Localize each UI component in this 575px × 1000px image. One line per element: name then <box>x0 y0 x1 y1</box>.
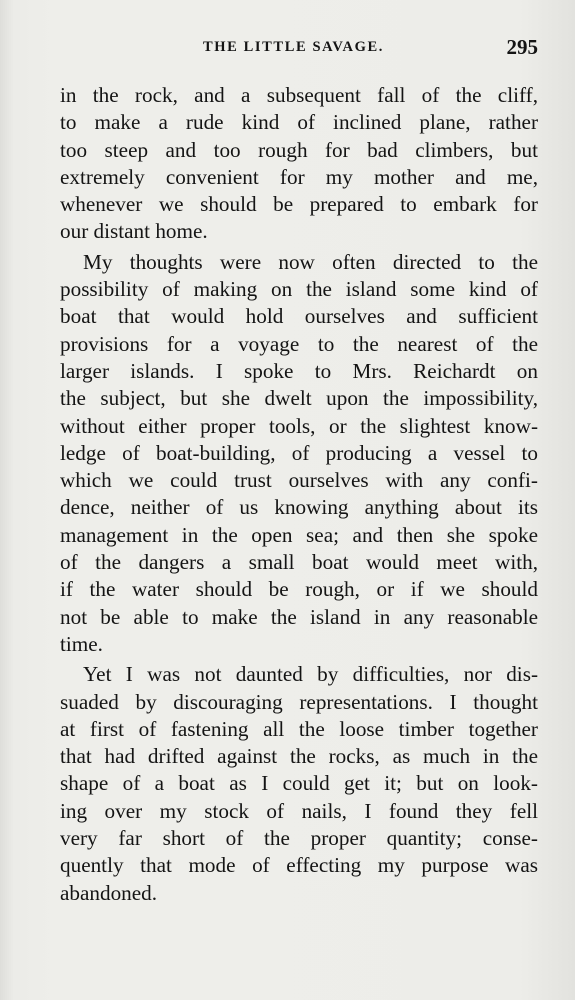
text-line: if the water should be rough, or if we should <box>60 577 538 602</box>
text-line: that had drifted against the rocks, as much in the <box>60 744 538 769</box>
text-line: abandoned. <box>60 880 158 905</box>
paragraph-2 <box>60 249 538 658</box>
text-line: not be able to make the island in any reasonable <box>60 604 538 629</box>
page-header <box>60 35 538 65</box>
text-line: shape of a boat as I could get it; but on look- <box>60 771 538 796</box>
text-line: management in the open sea; and then she spoke <box>60 522 538 547</box>
text-line: whenever we should be prepared to embark for <box>60 192 538 217</box>
text-line: ing over my stock of nails, I found they fell <box>60 798 538 823</box>
text-line: extremely convenient for my mother and me, <box>60 164 538 189</box>
text-line: to make a rude kind of inclined plane, rather <box>60 110 538 135</box>
body-text <box>60 82 538 907</box>
text-line: in the rock, and a subsequent fall of the cliff, <box>60 83 538 107</box>
text-line: suaded by discouraging representations. I thought <box>60 689 538 714</box>
text-line: possibility of making on the island some kind of <box>60 277 538 302</box>
text-line: of the dangers a small boat would meet with, <box>60 550 538 575</box>
text-line: which we could trust ourselves with any confi- <box>60 468 538 493</box>
text-line: very far short of the proper quantity; conse- <box>60 826 538 851</box>
text-line: our distant home. <box>60 219 208 244</box>
text-line: the subject, but she dwelt upon the impossibility, <box>60 386 538 411</box>
paragraph-3 <box>60 661 538 907</box>
text-line: My thoughts were now often directed to the <box>83 249 538 274</box>
text-line: quently that mode of effecting my purpose was <box>60 853 538 878</box>
text-line: boat that would hold ourselves and sufficient <box>60 304 538 329</box>
text-line: provisions for a voyage to the nearest of the <box>60 331 538 356</box>
text-line: time. <box>60 631 103 656</box>
text-line: without either proper tools, or the slightest know- <box>60 413 538 438</box>
text-line: at first of fastening all the loose timber together <box>60 716 538 741</box>
text-line: too steep and too rough for bad climbers, but <box>60 137 538 162</box>
paragraph-1 <box>60 82 538 246</box>
running-head: THE LITTLE SAVAGE. <box>203 39 384 55</box>
text-line: Yet I was not daunted by difficulties, nor dis- <box>83 662 538 687</box>
text-line: ledge of boat-building, of producing a vessel to <box>60 440 538 465</box>
text-line: larger islands. I spoke to Mrs. Reichardt on <box>60 358 538 383</box>
page-number: 295 <box>506 35 538 59</box>
text-line: dence, neither of us knowing anything about its <box>60 495 538 520</box>
